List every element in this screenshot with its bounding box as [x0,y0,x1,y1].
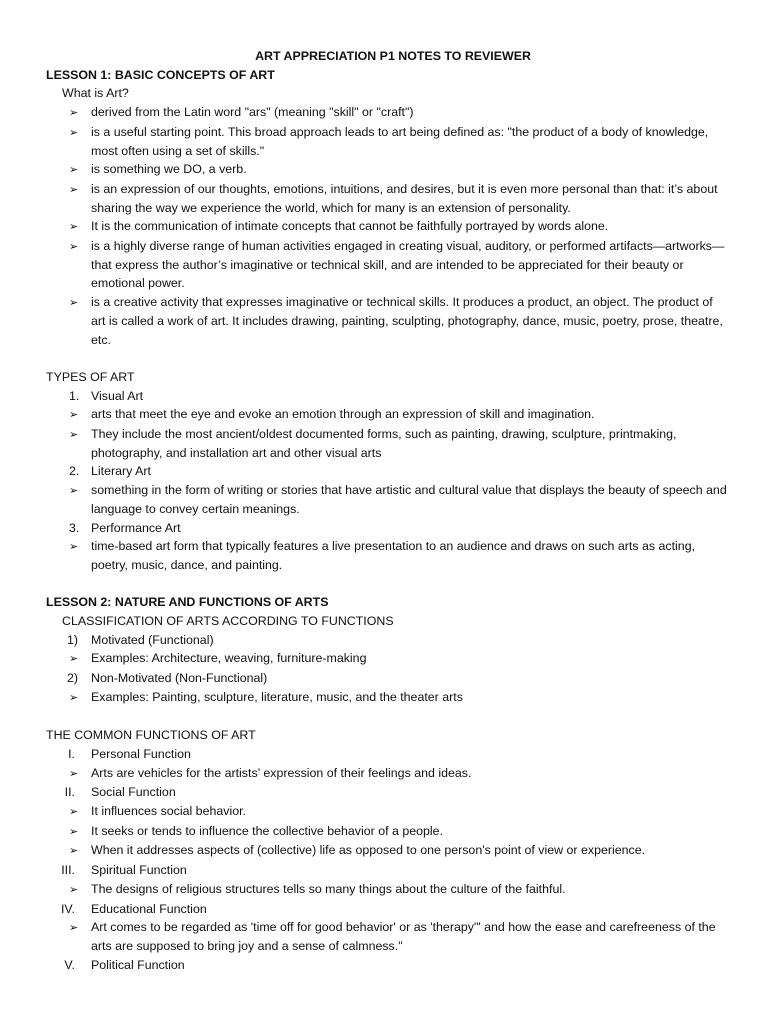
arrow-bullet-icon: ➢ [69,106,79,120]
bullet-marker [46,802,91,822]
bullet-marker [46,217,91,237]
bullet-text: It seeks or tends to influence the collective behavior of a people. [91,823,443,838]
functions-heading: THE COMMON FUNCTIONS OF ART [46,728,256,743]
arrow-bullet-icon: ➢ [69,220,79,234]
list-item-label: Personal Function [91,746,191,761]
arrow-bullet-icon: ➢ [69,428,79,442]
bullet-marker [46,649,91,669]
spacer [46,708,728,727]
lesson2-heading: LESSON 2: NATURE AND FUNCTIONS OF ARTS [46,595,329,610]
bullet-marker [46,841,91,861]
bullet-text: It influences social behavior. [91,804,246,819]
bullet-text: something in the form of writing or stories that have artistic and cultural value that displays the beauty of speech and language to convey certain meanings. [91,483,727,516]
list-item [46,900,728,919]
bullet-text: When it addresses aspects of (collective) life as opposed to one person's point of view or experience. [91,843,646,858]
bullet-marker [46,764,91,784]
list-item-label: Literary Art [91,464,151,479]
bullet-text: Examples: Architecture, weaving, furniture-making [91,651,367,666]
list-item-label: Motivated (Functional) [91,632,214,647]
lesson1-bullet-list [46,103,728,349]
bullet-text: is a useful starting point. This broad approach leads to art being defined as: "the product of a body of knowledge, most often using a set of skills." [91,124,709,158]
bullet-marker [46,880,91,900]
bullet-item [46,103,728,123]
arrow-bullet-icon: ➢ [69,296,79,310]
bullet-item [46,481,728,518]
list-item-label: Educational Function [91,901,207,916]
bullet-text: is an expression of our thoughts, emotions, intuitions, and desires, but it is even more personal than that: it’s about sharing the way we experience the world, which for many is an extension of personality. [91,181,718,215]
arrow-bullet-icon: ➢ [69,824,79,838]
bullet-item [46,764,728,784]
lesson1-question: What is Art? [62,86,129,101]
list-item [46,669,728,688]
bullet-text: arts that meet the eye and evoke an emotion through an expression of skill and imagination. [91,407,595,422]
arrow-bullet-icon: ➢ [69,408,79,422]
arrow-bullet-icon: ➢ [69,125,79,139]
bullet-text: They include the most ancient/oldest documented forms, such as painting, drawing, sculpture, printmaking, photography, and installation art and other visual arts [91,427,677,460]
bullet-text: Examples: Painting, sculpture, literature, music, and the theater arts [91,689,463,704]
arrow-bullet-icon: ➢ [69,540,79,554]
bullet-marker [46,688,91,708]
list-marker: 3. [69,520,80,535]
lesson1-heading: LESSON 1: BASIC CONCEPTS OF ART [46,67,275,82]
list-marker: IV. [60,901,75,916]
bullet-text: It is the communication of intimate concepts that cannot be faithfully portrayed by words alone. [91,219,609,234]
bullet-text: is a creative activity that expresses imaginative or technical skills. It produces a product, an object. The product of art is called a work of art. It includes drawing, painting, sculpting, photography, dance, music, poetry, prose, theatre, etc. [91,295,723,347]
bullet-item [46,537,728,574]
list-item-label: Performance Art [91,520,181,535]
bullet-text: derived from the Latin word "ars" (meaning "skill" or "craft") [91,105,414,120]
bullet-marker [46,481,91,518]
bullet-marker [46,123,91,160]
list-marker: II. [64,785,75,800]
bullet-item [46,425,728,462]
list-item [46,956,728,975]
lesson2-subheading: CLASSIFICATION OF ARTS ACCORDING TO FUNCTIONS [62,614,394,629]
classification-list [46,631,728,708]
arrow-bullet-icon: ➢ [69,921,79,935]
bullet-text: time-based art form that typically features a live presentation to an audience and draws on such arts as acting, poetry, music, dance, and painting. [91,539,696,572]
arrow-bullet-icon: ➢ [69,690,79,704]
types-heading: TYPES OF ART [46,369,135,384]
arrow-bullet-icon: ➢ [69,163,79,177]
list-item [46,387,728,406]
list-item-label: Political Function [91,957,185,972]
bullet-text: is something we DO, a verb. [91,162,247,177]
bullet-text: The designs of religious structures tells so many things about the culture of the faithful. [91,881,566,896]
bullet-item [46,180,728,217]
bullet-item [46,880,728,900]
arrow-bullet-icon: ➢ [69,240,79,254]
arrow-bullet-icon: ➢ [69,882,79,896]
bullet-item [46,841,728,861]
arrow-bullet-icon: ➢ [69,805,79,819]
list-item [46,519,728,538]
list-item [46,745,728,764]
bullet-item [46,918,728,955]
bullet-item [46,123,728,160]
spacer [46,575,728,594]
list-marker: 2) [67,671,79,686]
arrow-bullet-icon: ➢ [69,844,79,858]
bullet-marker [46,103,91,123]
bullet-text: is a highly diverse range of human activities engaged in creating visual, auditory, or performed artifacts—artworks—that express the author’s imaginative or technical skill, and are intended to be appreciated for their beauty or emotional power. [91,239,725,291]
spacer [46,349,728,368]
list-item [46,462,728,481]
bullet-text: Arts are vehicles for the artists’ expression of their feelings and ideas. [91,765,472,780]
bullet-marker [46,160,91,180]
bullet-marker [46,180,91,217]
arrow-bullet-icon: ➢ [69,652,79,666]
bullet-marker [46,425,91,462]
functions-list [46,745,728,974]
bullet-item [46,802,728,822]
bullet-item [46,405,728,425]
bullet-marker [46,405,91,425]
arrow-bullet-icon: ➢ [69,182,79,196]
list-item-label: Social Function [91,785,176,800]
list-item [46,861,728,880]
list-marker: 2. [69,464,80,479]
list-item-label: Spiritual Function [91,863,187,878]
list-marker: V. [64,957,75,972]
bullet-marker [46,822,91,842]
bullet-item [46,237,728,293]
list-marker: 1) [67,632,79,647]
list-item [46,631,728,650]
list-marker: 1. [69,388,80,403]
arrow-bullet-icon: ➢ [69,766,79,780]
bullet-marker [46,537,91,574]
bullet-item [46,822,728,842]
list-marker: I. [68,746,75,761]
bullet-text: Art comes to be regarded as 'time off for good behavior' or as 'therapy'" and how the ease and carefreeness of the arts are supposed to bring joy and a sense of calmness." [91,920,716,953]
bullet-item [46,688,728,708]
bullet-marker [46,237,91,293]
types-list [46,387,728,575]
bullet-item [46,160,728,180]
bullet-marker [46,293,91,349]
list-item-label: Visual Art [91,388,144,403]
document-title: ART APPRECIATION P1 NOTES TO REVIEWER [255,49,531,63]
list-item [46,783,728,802]
bullet-item [46,217,728,237]
bullet-item [46,649,728,669]
bullet-marker [46,918,91,955]
arrow-bullet-icon: ➢ [69,484,79,498]
list-marker: III. [61,863,75,878]
list-item-label: Non-Motivated (Non-Functional) [91,671,268,686]
bullet-item [46,293,728,349]
